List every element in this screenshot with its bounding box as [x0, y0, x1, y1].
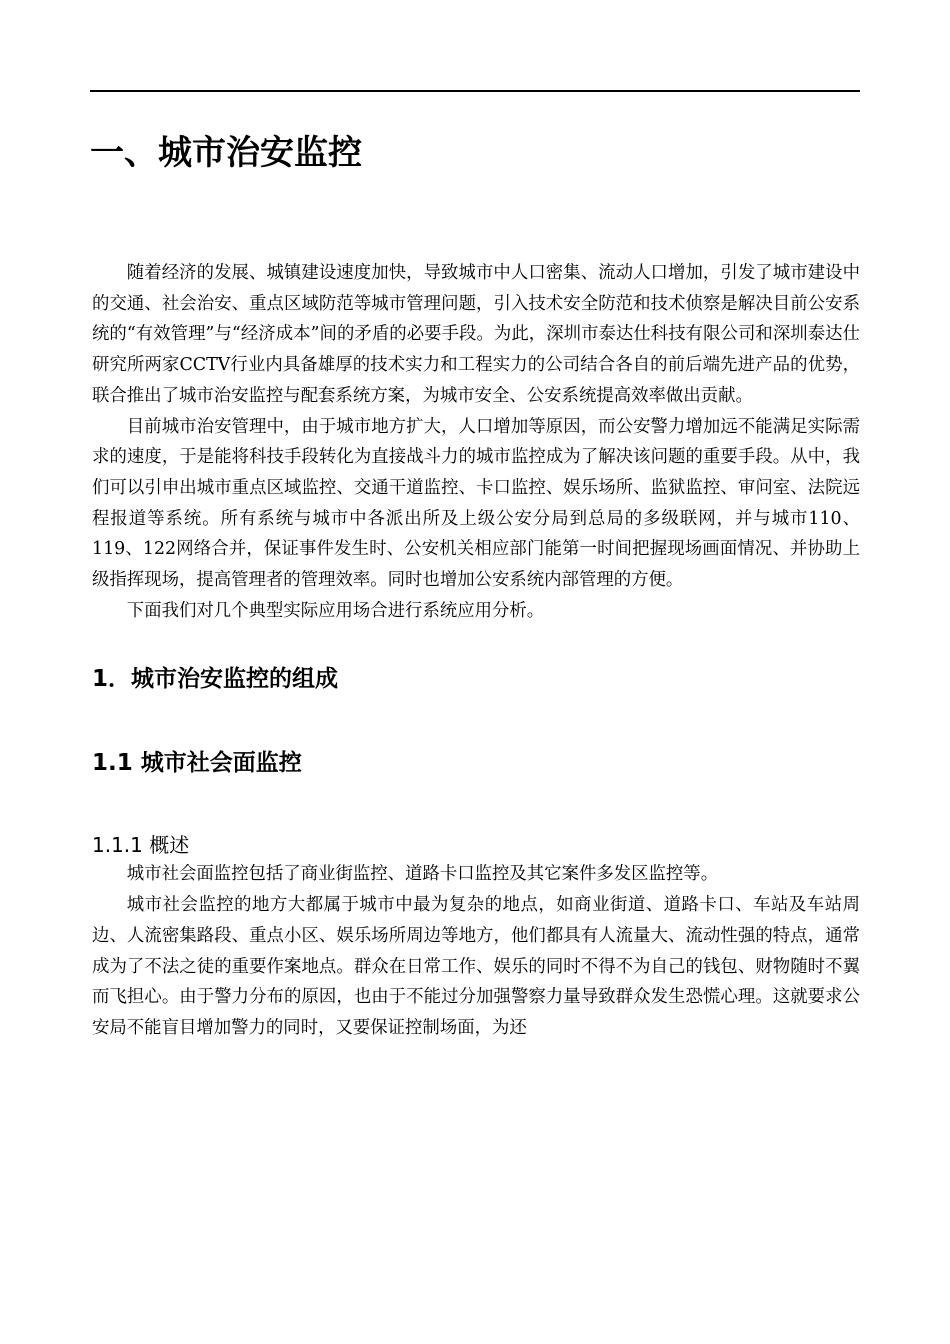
section-1-heading: 1．城市治安监控的组成 [92, 666, 339, 693]
intro-paragraph-2: 目前城市治安管理中，由于城市地方扩大，人口增加等原因，而公安警力增加远不能满足实际需求的速度，于是能将科技手段转化为直接战斗力的城市监控成为了解决该问题的重要手段。从中，我们可以引申出城市重点区域监控、交通干道监控、卡口监控、娱乐场所、监狱监控、审问室、法院远程报道等系统。所有系统与城市中各派出所及上级公安分局到总局的多级联网，并与城市110、119、122网络合并，保证事件发生时、公安机关相应部门能第一时间把握现场画面情况、并协助上级指挥现场，提高管理者的管理效率。同时也增加公安系统内部管理的方便。 [92, 416, 860, 591]
overview-paragraph-2: 城市社会监控的地方大都属于城市中最为复杂的地点，如商业街道、道路卡口、车站及车站周边、人流密集路段、重点小区、娱乐场所周边等地方，他们都具有人流量大、流动性强的特点，通常成为了不法之徒的重要作案地点。群众在日常工作、娱乐的同时不得不为自己的钱包、财物随时不翼而飞担心。由于警力分布的原因，也由于不能过分加强警察力量导致群众发生恐慌心理。这就要求公安局不能盲目增加警力的同时，又要保证控制场面，为还 [92, 895, 860, 1038]
section-1-1-1-heading: 1.1.1 概述 [92, 833, 190, 858]
section-1-1-heading: 1.1 城市社会面监控 [92, 750, 302, 777]
intro-paragraph-1: 随着经济的发展、城镇建设速度加快，导致城市中人口密集、流动人口增加，引发了城市建设中的交通、社会治安、重点区域防范等城市管理问题，引入技术安全防范和技术侦察是解决目前公安系统的“有效管理”与“经济成本”间的矛盾的必要手段。为此，深圳市泰达仕科技有限公司和深圳泰达仕研究所两家CCTV行业内具备雄厚的技术实力和工程实力的公司结合各自的前后端先进产品的优势，联合推出了城市治安监控与配套系统方案，为城市安全、公安系统提高效率做出贡献。 [92, 263, 860, 406]
intro-paragraph-3: 下面我们对几个典型实际应用场合进行系统应用分析。 [126, 600, 545, 621]
chapter-title: 一、城市治安监控 [90, 133, 362, 173]
overview-paragraph-1: 城市社会面监控包括了商业街监控、道路卡口监控及其它案件多发区监控等。 [126, 864, 719, 885]
header-rule [90, 90, 860, 92]
document-body [92, 258, 860, 1044]
